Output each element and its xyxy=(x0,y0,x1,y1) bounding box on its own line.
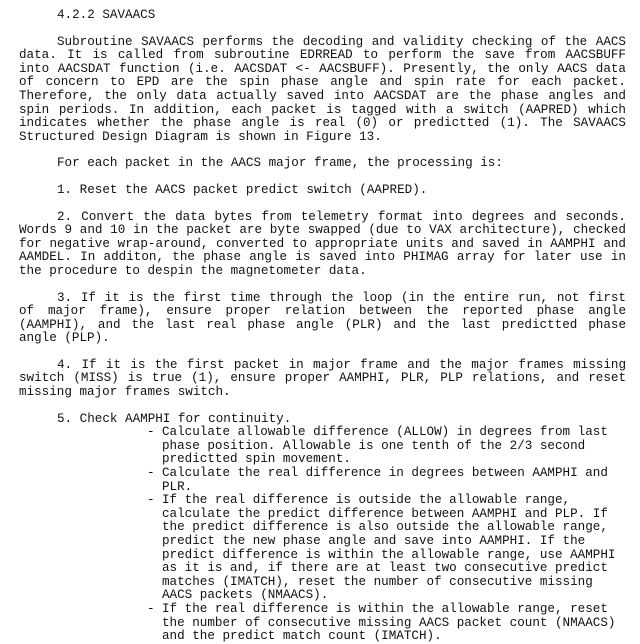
step-1: 1. Reset the AACS packet predict switch (AAPRED). xyxy=(57,182,428,197)
processing-lead-in: For each packet in the AACS major frame, the processing is: xyxy=(57,156,503,171)
intro-paragraph: Subroutine SAVAACS performs the decoding and validity checking of the AACS data. It is called from subroutine EDRREAD to perform the save from AACSBUFF into AACSDAT function (i.e. AACSDAT <- AACSBUFF). Presently, the only AACS data of concern to EPD are the spin phase angle and spin rate for each packet. Therefore, the only data actually saved into AACSDAT are the phase angles and spin periods. In addition, each packet is tagged with a switch (AAPRED) which indicates whether the phase angle is real (0) or predictted (1). The SAVAACS Structured Design Diagram is shown in Figure 13. xyxy=(19,34,626,144)
section-heading: 4.2.2 SAVAACS xyxy=(57,8,156,22)
step-2: 2. Convert the data bytes from telemetry format into degrees and seconds. Words 9 and 10 in the packet are byte swapped (due to VAX architecture), checked for negative wrap-around, converted to appropriate units and saved in AAMPHI and AAMDEL. In additon, the phase angle is saved into PHIMAG array for later use in the procedure to despin the magnetometer data. xyxy=(19,209,626,278)
step-3: 3. If it is the first time through the loop (in the entire run, not first of major frame), ensure proper relation between the reported phase angle (AAMPHI), and the last real phase angle (PLR) and the last predictted phase angle (PLP). xyxy=(19,290,626,346)
bullet-item: - Calculate the real difference in degrees between AAMPHI and PLR. xyxy=(147,466,608,494)
step-4: 4. If it is the first packet in major frame and the major frames missing switch (MISS) is true (1), ensure proper AAMPHI, PLR, PLP relations, and reset missing major frames switch. xyxy=(19,357,626,400)
dash-icon: - xyxy=(147,601,155,616)
step-5-label: 5. Check AAMPHI for continuity. xyxy=(57,411,292,426)
step-5-bullets xyxy=(19,426,626,644)
bullet-item: - Calculate allowable difference (ALLOW) in degrees from last phase position. Allowable is one tenth of the 2/3 second predictted spin movement. xyxy=(147,425,608,467)
bullet-item: - If the real difference is within the allowable range, reset the number of consecutive missing AACS packet count (NMAACS) and the predict match count (IMATCH). xyxy=(147,601,616,644)
dash-icon: - xyxy=(147,425,155,440)
dash-icon: - xyxy=(147,493,155,508)
bullet-item: - If the real difference is outside the allowable range, calculate the predict difference between AAMPHI and PLP. If the predict difference is also outside the allowable range, predict the new phase angle and save into AAMPHI. If the predict difference is within the allowable range, use AAMPHI as it is and, if there are at least two consecutive predict matches (IMATCH), reset the number of consecutive missing AACS packets (NMAACS). xyxy=(147,493,616,603)
dash-icon: - xyxy=(147,466,155,481)
